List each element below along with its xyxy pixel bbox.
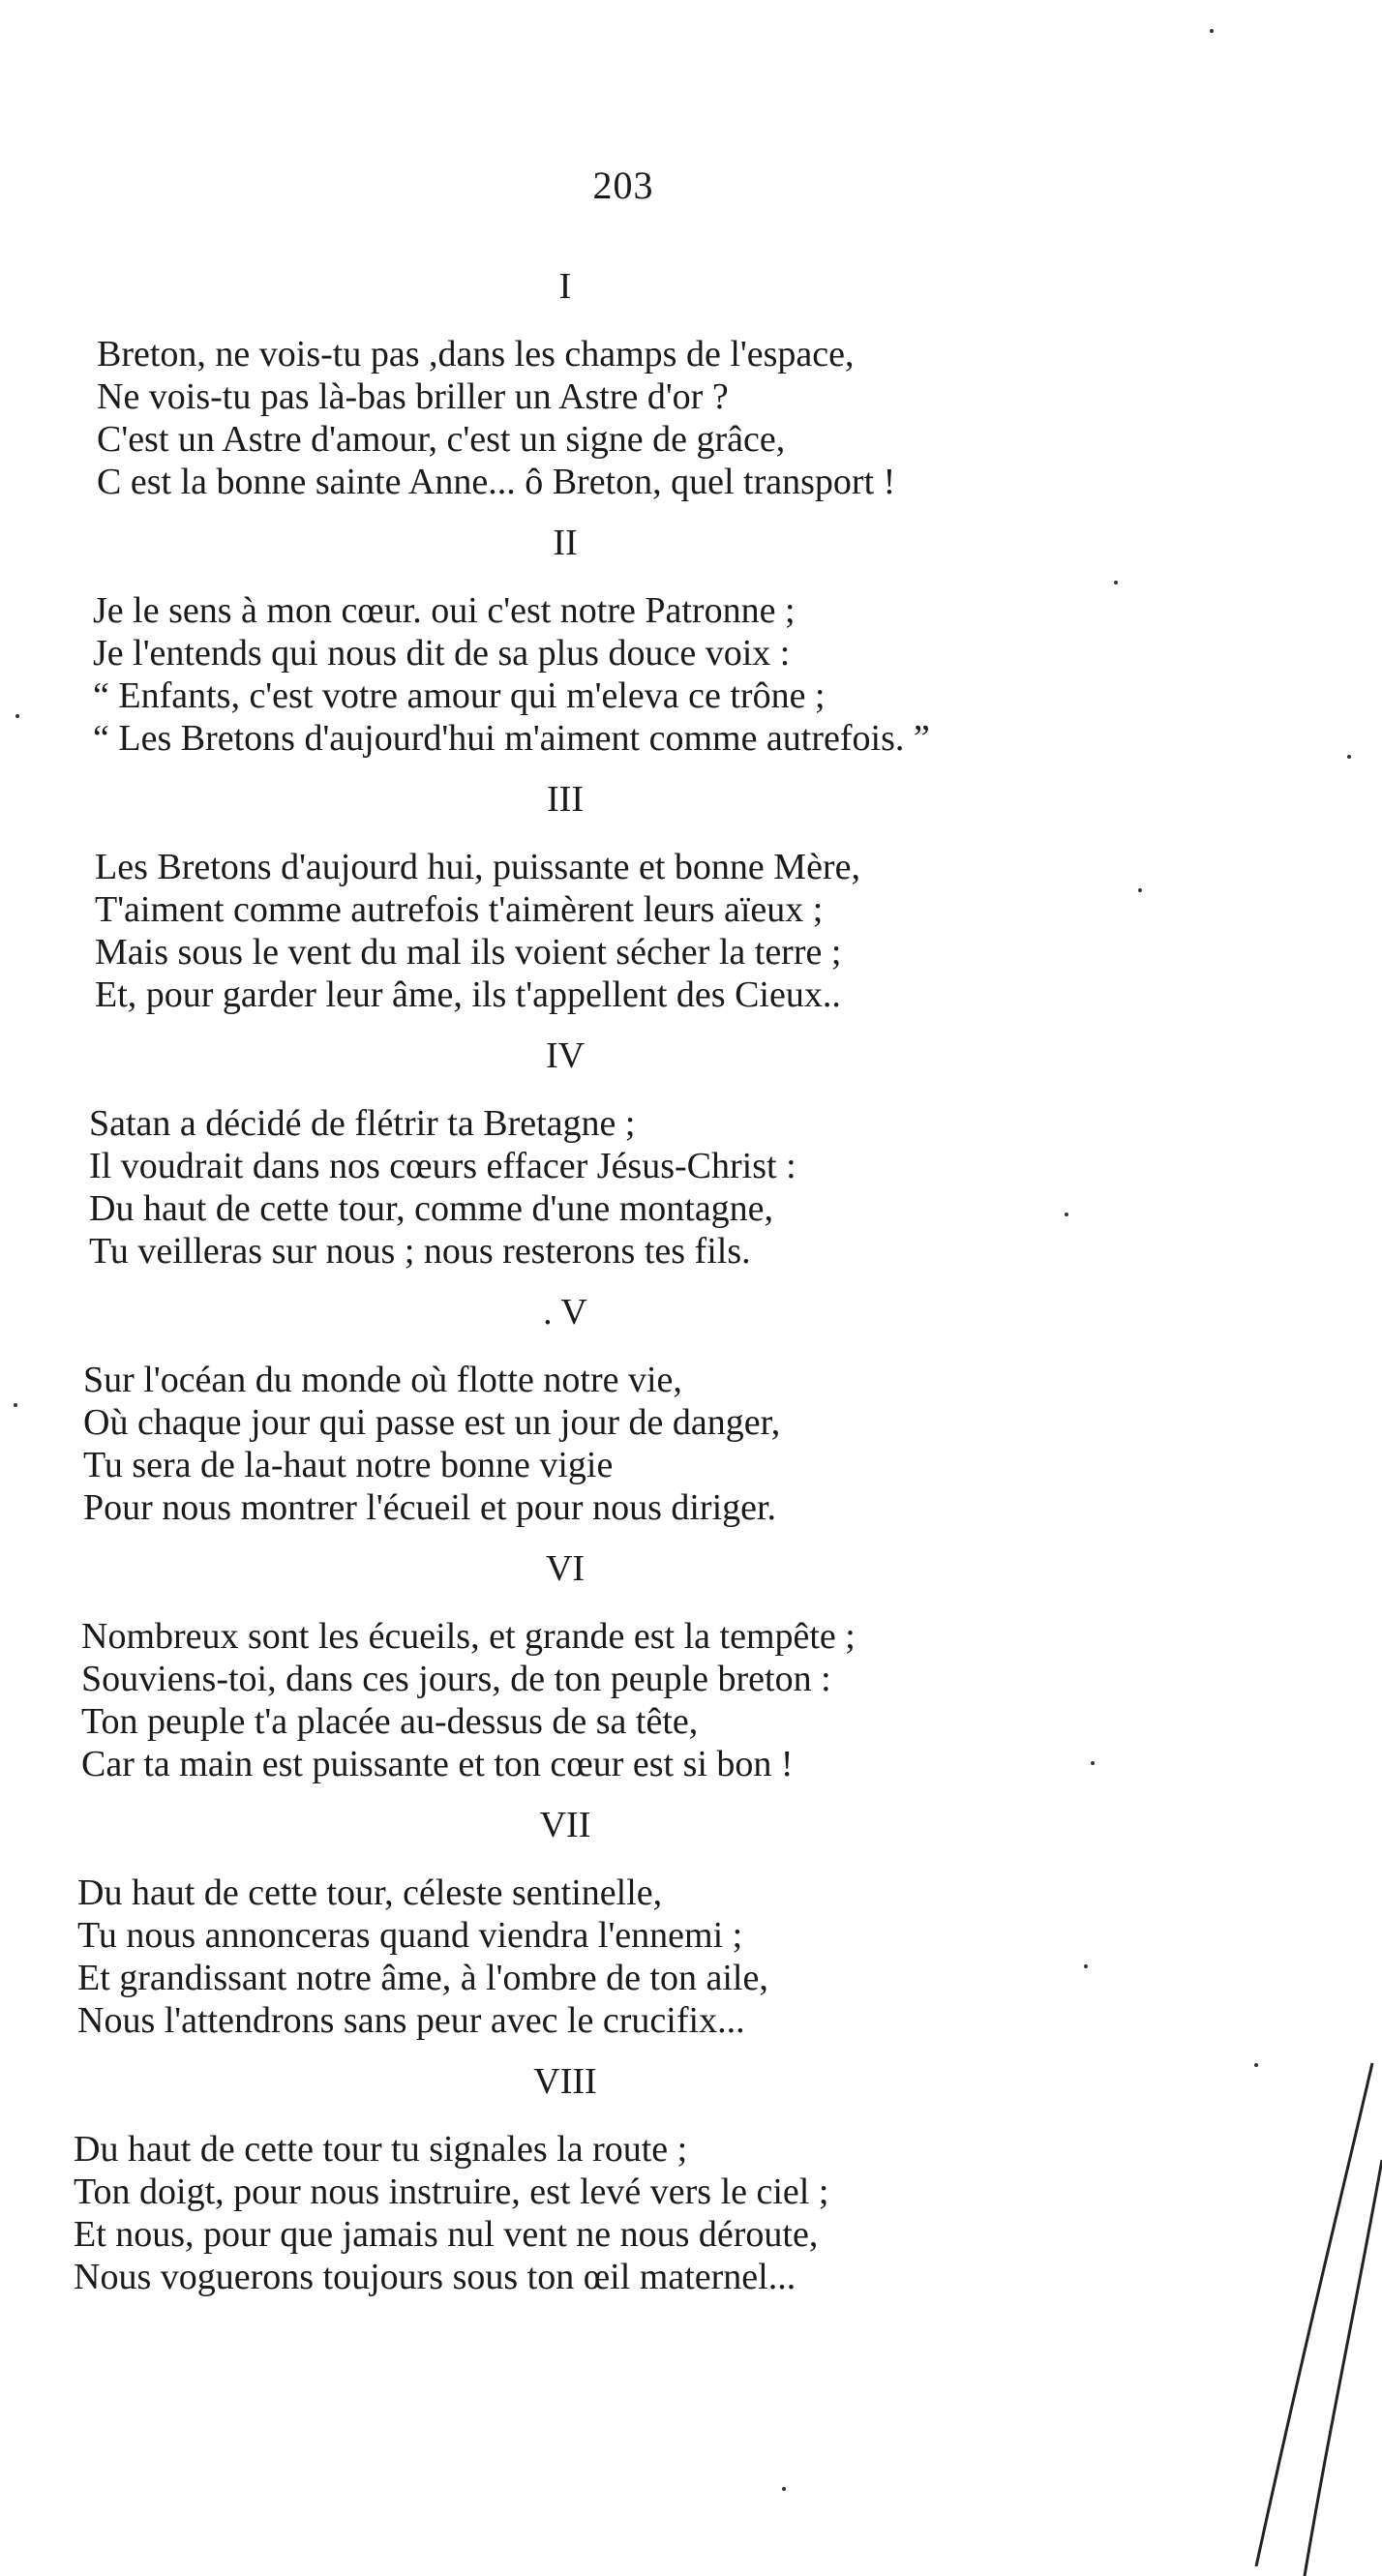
verse-line: Du haut de cette tour tu signales la route ; (74, 2129, 688, 2170)
stanza-6 (81, 1543, 1243, 1785)
stanza-7 (77, 1800, 1239, 2042)
scan-speck (1210, 29, 1214, 33)
verse-line: Du haut de cette tour, comme d'une montagne, (89, 1188, 774, 1229)
stanza-5 (83, 1287, 1245, 1529)
verse-line: Tu sera de la-haut notre bonne vigie (83, 1445, 614, 1485)
verse-line: Et grandissant notre âme, à l'ombre de ton aile, (77, 1958, 768, 1998)
scan-speck (1065, 1213, 1068, 1216)
stanza-numeral: VII (539, 1805, 591, 1845)
verse-line: “ Enfants, c'est votre amour qui m'eleva ce trône ; (93, 675, 826, 716)
verse-line: Tu nous annonceras quand viendra l'ennemi ; (77, 1915, 743, 1956)
verse-line: Sur l'océan du monde où flotte notre vie, (83, 1360, 682, 1400)
scan-speck (1091, 1761, 1095, 1765)
verse-line: Car ta main est puissante et ton cœur est si bon ! (81, 1744, 794, 1784)
stanza-numeral: VIII (533, 2061, 597, 2102)
scan-speck (14, 1403, 17, 1407)
verse-line: Pour nous montrer l'écueil et pour nous diriger. (83, 1487, 777, 1528)
verse-line: “ Les Bretons d'aujourd'hui m'aiment comme autrefois. ” (93, 718, 930, 759)
scan-speck (1347, 755, 1351, 759)
stanza-numeral: . V (543, 1292, 587, 1333)
scan-speck (1114, 581, 1118, 584)
verse-line: Souviens-toi, dans ces jours, de ton peuple breton : (81, 1659, 831, 1699)
verse-line: C'est un Astre d'amour, c'est un signe de grâce, (97, 419, 786, 460)
scan-speck (15, 714, 19, 718)
verse-line: Satan a décidé de flétrir ta Bretagne ; (89, 1103, 636, 1144)
verse-line: Je l'entends qui nous dit de sa plus douce voix : (93, 633, 791, 674)
stanza-numeral: VI (545, 1548, 586, 1589)
scan-speck (1084, 1964, 1088, 1968)
stanza-numeral: III (547, 779, 584, 820)
stanza-numeral: I (558, 266, 572, 307)
verse-line: Où chaque jour qui passe est un jour de danger, (83, 1402, 781, 1443)
verse-line: Je le sens à mon cœur. oui c'est notre Patronne ; (93, 590, 796, 631)
stanza-8 (74, 2056, 1235, 2298)
verse-line: Les Bretons d'aujourd hui, puissante et bonne Mère, (95, 847, 860, 887)
verse-line: Tu veilleras sur nous ; nous resterons tes fils. (89, 1231, 751, 1272)
stanza-4 (89, 1031, 1250, 1273)
verse-line: Ton peuple t'a placée au-dessus de sa tête, (81, 1701, 699, 1742)
verse-line: Breton, ne vois-tu pas ,dans les champs de l'espace, (97, 334, 855, 374)
page-edge-shadow (1237, 2053, 1382, 2576)
scan-speck (1254, 2063, 1258, 2067)
stanza-3 (95, 774, 1256, 1016)
stanza-numeral: II (553, 523, 578, 563)
scan-speck (782, 2487, 786, 2491)
verse-line: C est la bonne sainte Anne... ô Breton, quel transport ! (97, 462, 896, 502)
verse-line: Nous voguerons toujours sous ton œil maternel... (74, 2257, 796, 2297)
stanza-1 (97, 261, 1258, 503)
verse-line: Mais sous le vent du mal ils voient sécher la terre ; (95, 932, 842, 973)
verse-line: Il voudrait dans nos cœurs effacer Jésus-Christ : (89, 1146, 796, 1186)
stanza-2 (93, 518, 1254, 760)
page-number: 203 (592, 164, 654, 207)
verse-line: Nombreux sont les écueils, et grande est la tempête ; (81, 1616, 856, 1657)
verse-line: Ne vois-tu pas là-bas briller un Astre d'or ? (97, 376, 729, 417)
scan-speck (1138, 888, 1142, 892)
verse-line: Du haut de cette tour, céleste sentinelle, (77, 1872, 663, 1913)
verse-line: T'aiment comme autrefois t'aimèrent leurs aïeux ; (95, 889, 824, 930)
verse-line: Et nous, pour que jamais nul vent ne nous déroute, (74, 2214, 819, 2255)
stanza-numeral: IV (545, 1035, 586, 1076)
verse-line: Ton doigt, pour nous instruire, est levé vers le ciel ; (74, 2172, 829, 2212)
verse-line: Nous l'attendrons sans peur avec le crucifix... (77, 2000, 745, 2041)
verse-line: Et, pour garder leur âme, ils t'appellent des Cieux.. (95, 974, 841, 1015)
